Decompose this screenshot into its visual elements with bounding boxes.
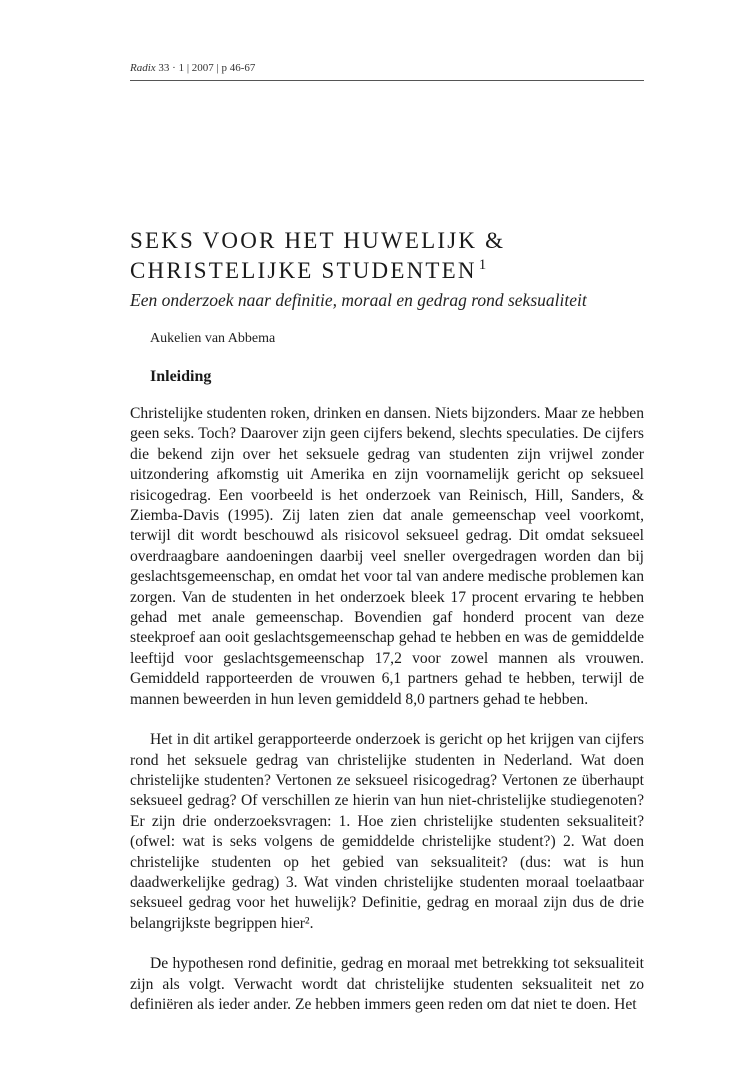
journal-name: Radix bbox=[130, 62, 156, 74]
article-body bbox=[130, 404, 644, 1035]
body-paragraph-3: De hypothesen rond definitie, gedrag en moraal met betrekking tot seksualiteit zijn als volgt. Verwacht wordt dat christelijke studenten seksualiteit net zo definiëren als ieder ander. Ze hebben immers geen reden om dat niet te doen. Het bbox=[130, 955, 644, 1013]
article-subtitle: Een onderzoek naar definitie, moraal en gedrag rond seksualiteit bbox=[130, 290, 587, 310]
body-paragraph-2: Het in dit artikel gerapporteerde onderzoek is gericht op het krijgen van cijfers rond het seksuele gedrag van christelijke studenten in Nederland. Wat doen christelijke studenten? Vertonen ze seksueel risicogedrag? Vertonen ze überhaupt seksueel gedrag? Of verschillen ze hierin van hun niet-christelijke studiegenoten? Er zijn drie onderzoeksvragen: 1. Hoe zien christelijke studenten seksualiteit? (ofwel: wat is seks volgens de gemiddelde christelijke student?) 2. Wat doen christelijke studenten op het gebied van seksualiteit? (dus: wat is hun daadwerkelijke gedrag) 3. Wat vinden christelijke studenten moraal toelaatbaar seksueel gedrag voor het huwelijk? Definitie, gedrag en moraal zijn dus de drie belangrijkste begrippen hier². bbox=[130, 731, 644, 932]
article-author: Aukelien van Abbema bbox=[150, 331, 276, 346]
section-heading: Inleiding bbox=[150, 368, 212, 385]
running-head bbox=[130, 62, 644, 81]
body-paragraph-1: Christelijke studenten roken, drinken en dansen. Niets bijzonders. Maar ze hebben geen seks. Toch? Daarover zijn geen cijfers bekend, slechts speculaties. De cijfers die bekend zijn over het seksuele gedrag van studenten zijn vrijwel zonder uitzondering afkomstig uit Amerika en zijn voornamelijk gericht op seksueel risicogedrag. Een voorbeeld is het onderzoek van Reinisch, Hill, Sanders, & Ziemba-Davis (1995). Zij laten zien dat anale gemeenschap veel voorkomt, terwijl dit wordt beschouwd als risicovol seksueel gedrag. Dit omdat seksueel overdraagbare aandoeningen daarbij veel sneller overgedragen worden dan bij geslachtsgemeenschap, en omdat het voor tal van andere medische problemen kan zorgen. Van de studenten in het onderzoek bleek 17 procent ervaring te hebben gehad met anale gemeenschap. Bovendien gaf honderd procent van deze steekproef aan ooit geslachtsgemeenschap gehad te hebben en was de gemiddelde leeftijd voor geslachtsgemeenschap 17,2 voor zowel mannen als vrouwen. Gemiddeld rapporteerden de vrouwen 6,1 partners gehad te hebben, terwijl de mannen beweerden in hun leven gemiddeld 8,0 partners gehad te hebben. bbox=[130, 405, 645, 708]
article-title-text: SEKS VOOR HET HUWELIJK & CHRISTELIJKE STUDENTEN bbox=[130, 228, 506, 283]
article-title bbox=[130, 226, 650, 289]
title-footnote-marker[interactable]: 1 bbox=[478, 257, 487, 273]
journal-citation: 33 · 1 | 2007 | p 46-67 bbox=[158, 62, 256, 74]
